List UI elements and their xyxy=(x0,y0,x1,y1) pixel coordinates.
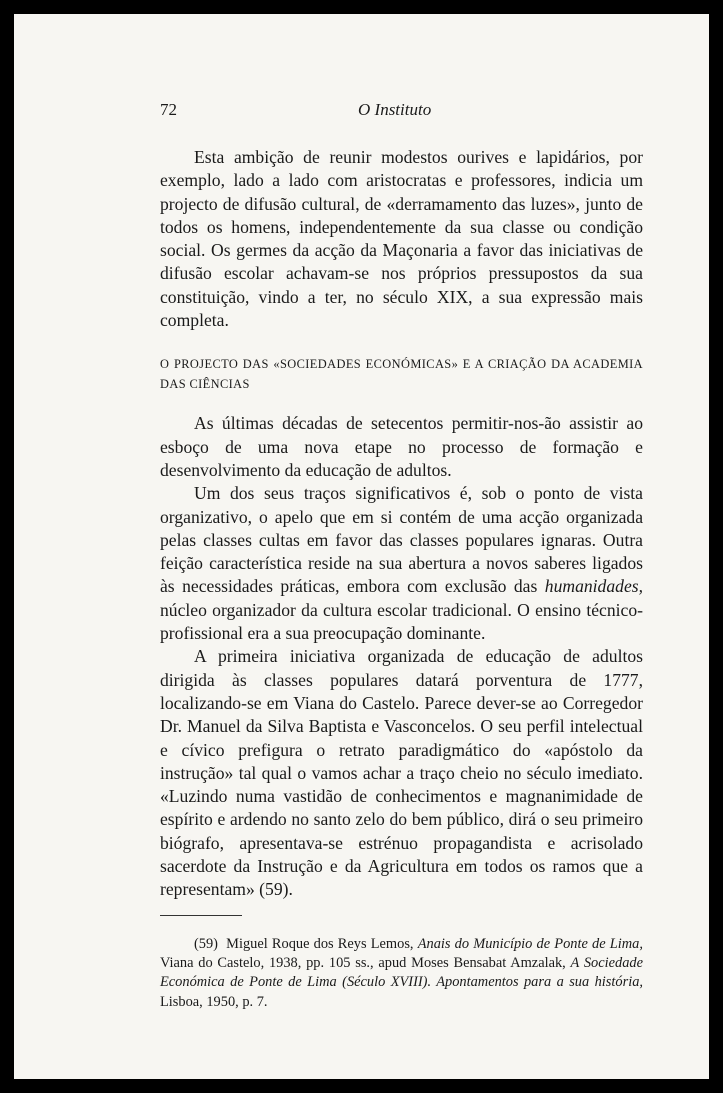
book-page xyxy=(14,14,709,1079)
footnote-title: Anais do Município de Ponte de Lima, xyxy=(417,935,643,952)
italic-term: humanidades, xyxy=(544,576,643,597)
footnote-rule xyxy=(160,915,242,916)
footnote-number: (59) xyxy=(194,935,218,952)
paragraph: A primeira iniciativa organizada de educação de adultos dirigida às classes populares datará porventura de 1777, localizando-se em Viana do Castelo. Parece dever-se ao Corregedor Dr. Manuel da Silva Baptista e Vasconcelos. O seu perfil intelectual e cívico prefigura o retrato paradigmático do «apóstolo da instrução» tal qual o vamos achar a traço cheio no século imediato. «Luzindo numa vastidão de conhecimentos e magnanimidade de espírito e ardendo no santo zelo do bem público, dirá o seu primeiro biógrafo, apresentava-se estrénuo propagandista e acrisolado sacerdote da Instrução e da Agricultura em todos os ramos que a representam» (59). xyxy=(160,646,643,900)
paragraph xyxy=(160,482,643,645)
paragraph: As últimas décadas de setecentos permitir-nos-ão assistir ao esboço de uma nova etape no processo de formação e desenvolvimento da educação de adultos. xyxy=(160,413,643,480)
paragraph-text: núcleo organizador da cultura escolar tradicional. O ensino técnico-profissional era a sua preocupação dominante. xyxy=(160,599,643,644)
running-title: O Instituto xyxy=(358,100,432,119)
footnote-publication: Lisboa, 1950, p. 7. xyxy=(160,993,268,1010)
footnote-title: A Sociedade Económica de Ponte de Lima (Século XVIII). Apontamentos para a sua história, xyxy=(160,955,643,991)
footnote-author: Miguel Roque dos Reys Lemos, xyxy=(226,935,414,952)
running-head xyxy=(14,100,709,120)
paragraph-text: Um dos seus traços significativos é, sob o ponto de vista organizativo, o apelo que em si contém de uma acção organizada pelas classes cultas em favor das classes populares ignaras. Outra feição característica reside na sua abertura a novos saberes ligados às necessidades práticas, embora com exclusão das xyxy=(160,483,643,597)
paragraph: Esta ambição de reunir modestos ourives e lapidários, por exemplo, lado a lado com aristocratas e professores, indicia um projecto de difusão cultural, de «derramamento das luzes», junto de todos os homens, independentemente da sua classe ou condição social. Os germes da acção da Maçonaria a favor das iniciativas de difusão escolar achavam-se nos próprios pressupostos da sua constituição, vindo a ter, no século XIX, a sua expressão mais completa. xyxy=(160,147,643,331)
footnote xyxy=(160,935,643,1013)
footnote-publication: Viana do Castelo, 1938, pp. 105 ss., apud Moses Bensabat Amzalak, xyxy=(160,955,566,972)
page-number: 72 xyxy=(160,100,177,119)
section-heading: O PROJECTO DAS «SOCIEDADES ECONÓMICAS» E A CRIAÇÃO DA ACADEMIA DAS CIÊNCIAS xyxy=(160,357,643,392)
main-text xyxy=(160,146,643,1012)
